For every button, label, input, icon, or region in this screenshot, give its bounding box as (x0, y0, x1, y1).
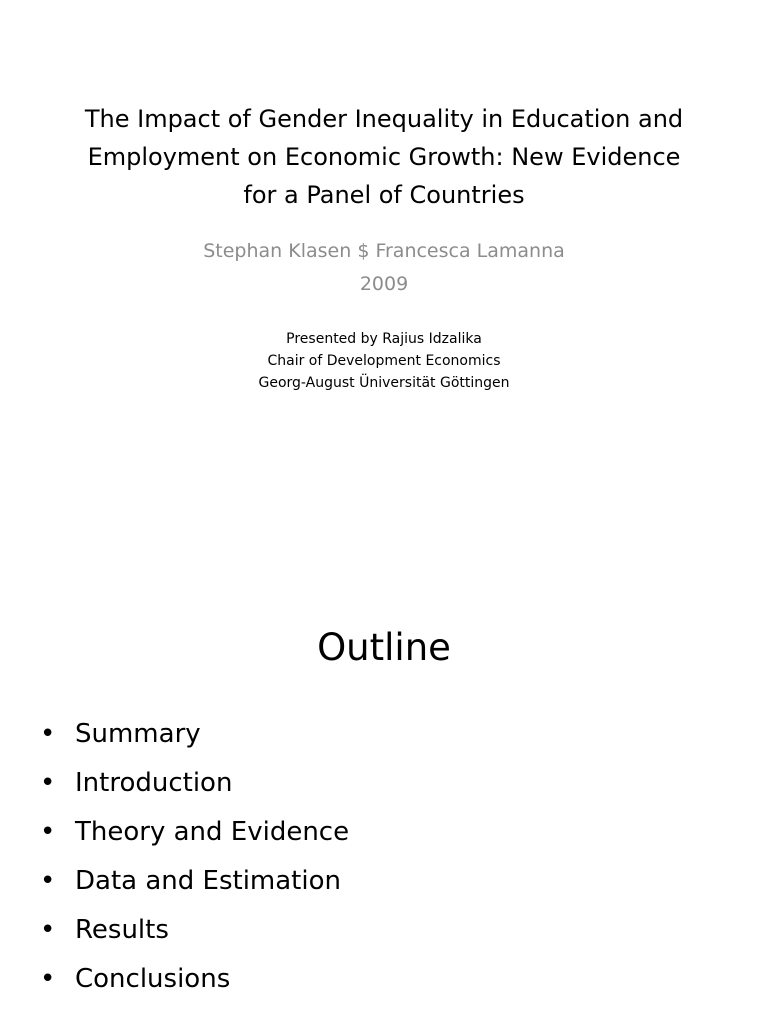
list-item-label: Theory and Evidence (75, 817, 350, 847)
bullet-icon: • (40, 866, 56, 896)
year-text: 2009 (359, 273, 409, 295)
outline-title: Outline (317, 626, 451, 669)
list-item (40, 906, 349, 955)
list-item (40, 857, 349, 906)
authors-block (40, 235, 728, 301)
outline-list (40, 710, 349, 1004)
bullet-icon: • (40, 719, 56, 749)
list-item-label: Results (75, 915, 169, 945)
bullet-icon: • (40, 817, 56, 847)
bullet-icon: • (40, 768, 56, 798)
presenter-line: Georg-August Üniversität Göttingen (258, 375, 510, 391)
bullet-icon: • (40, 964, 56, 994)
list-item-label: Summary (75, 719, 201, 749)
list-item (40, 955, 349, 1004)
bullet-icon: • (40, 915, 56, 945)
presentation-title (40, 100, 728, 214)
presenter-line: Chair of Development Economics (267, 353, 501, 369)
title-line: for a Panel of Countries (243, 181, 525, 209)
title-line: Employment on Economic Growth: New Evidence (87, 143, 681, 171)
outline-slide (0, 576, 768, 1024)
list-item-label: Conclusions (75, 964, 231, 994)
list-item (40, 759, 349, 808)
list-item (40, 710, 349, 759)
list-item (40, 808, 349, 857)
presenter-block (40, 328, 728, 394)
list-item-label: Introduction (75, 768, 233, 798)
title-line: The Impact of Gender Inequality in Education and (84, 105, 684, 133)
presenter-line: Presented by Rajius Idzalika (286, 331, 482, 347)
authors-text: Stephan Klasen $ Francesca Lamanna (203, 240, 565, 262)
list-item-label: Data and Estimation (75, 866, 341, 896)
